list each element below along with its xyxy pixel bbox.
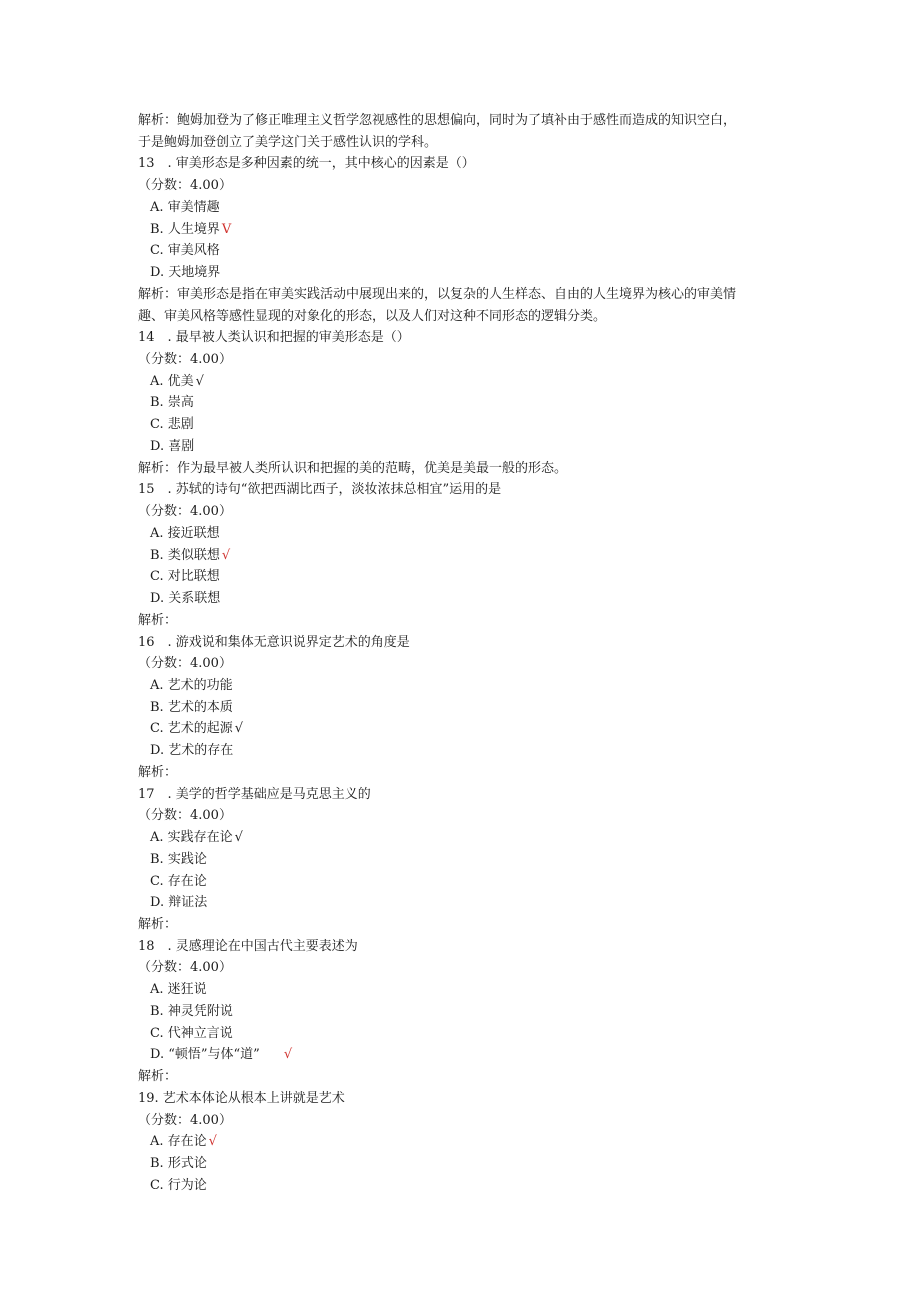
line-text: B. 类似联想	[150, 547, 220, 563]
answer-option	[150, 372, 204, 392]
line-text: A. 实践存在论	[150, 830, 233, 846]
line-text: （分数：4.00）	[138, 178, 232, 194]
question-score	[138, 176, 232, 196]
line-text: 17 . 美学的哲学基础应是马克思主义的	[138, 786, 371, 802]
line-text: 解析：	[138, 764, 178, 780]
line-text: 解析：	[138, 917, 178, 932]
answer-option	[150, 719, 243, 739]
correct-answer-check-icon: V	[221, 221, 232, 237]
line-text: 解析：审美形态是指在审美实践活动中展现出来的，以复杂的人生样态、自由的人生境界为核心的审美情	[138, 286, 737, 302]
line-text: 于是鲍姆加登创立了美学这门关于感性认识的学科。	[138, 134, 438, 150]
line-text: B. 神灵凭附说	[150, 1003, 233, 1019]
line-text: （分数：4.00）	[138, 352, 232, 368]
line-text: C. 对比联想	[150, 569, 220, 585]
explanation-text	[138, 285, 736, 305]
explanation-text	[138, 307, 606, 327]
line-text: C. 存在论	[150, 873, 207, 889]
question-title	[138, 480, 501, 500]
answer-option	[150, 893, 207, 913]
correct-answer-check-icon: √	[283, 1047, 293, 1063]
answer-option	[150, 828, 243, 848]
line-text: B. 人生境界	[150, 221, 220, 237]
explanation-text	[138, 611, 177, 631]
answer-option	[150, 415, 194, 435]
question-title	[138, 154, 475, 174]
question-score	[138, 350, 232, 370]
line-text: B. 实践论	[150, 851, 207, 867]
explanation-text	[138, 459, 567, 479]
question-title	[138, 785, 371, 805]
question-score	[138, 806, 232, 826]
line-text: A. 存在论	[150, 1134, 207, 1150]
line-text: C. 艺术的起源	[150, 721, 233, 737]
correct-answer-check-icon: √	[221, 547, 231, 563]
answer-option	[150, 589, 220, 609]
answer-option	[150, 437, 194, 457]
line-text: C. 行为论	[150, 1177, 207, 1193]
line-text: A. 优美	[150, 373, 194, 389]
explanation-text	[138, 111, 736, 131]
explanation-text	[138, 763, 177, 783]
answer-option	[150, 741, 233, 761]
correct-answer-check-icon: √	[208, 1134, 217, 1150]
line-text: D. 艺术的存在	[150, 743, 234, 759]
line-text: A. 艺术的功能	[150, 677, 233, 693]
correct-answer-check-icon: √	[234, 721, 244, 737]
line-text: （分数：4.00）	[138, 1112, 232, 1128]
question-score	[138, 502, 232, 522]
line-text: D. “顿悟”与体“道”	[150, 1047, 260, 1063]
line-text: D. 天地境界	[150, 265, 221, 281]
line-text: 趣、审美风格等感性显现的对象化的形态，以及人们对这种不同形态的逻辑分类。	[138, 308, 607, 324]
answer-option	[150, 567, 220, 587]
line-text: C. 悲剧	[150, 417, 194, 433]
line-text: C. 代神立言说	[150, 1025, 233, 1041]
line-text: 解析：作为最早被人类所认识和把握的美的范畴，优美是美最一般的形态。	[138, 460, 568, 476]
line-text: （分数：4.00）	[138, 808, 232, 824]
answer-option	[150, 676, 233, 696]
answer-option	[150, 872, 207, 892]
question-score	[138, 958, 232, 978]
line-text: A. 接近联想	[150, 525, 220, 541]
line-text: 19. 艺术本体论从根本上讲就是艺术	[138, 1090, 345, 1106]
line-text: 解析：	[138, 1069, 178, 1085]
line-text: 14 . 最早被人类认识和把握的审美形态是（）	[138, 330, 410, 346]
answer-option	[150, 1002, 233, 1022]
line-text: A. 迷狂说	[150, 982, 207, 998]
line-text: 15 . 苏轼的诗句“欲把西湖比西子，淡妆浓抹总相宜”运用的是	[138, 482, 502, 498]
question-score	[138, 654, 232, 674]
answer-option	[150, 393, 194, 413]
answer-option	[150, 1045, 292, 1065]
explanation-text	[138, 915, 177, 935]
line-text: 13 . 审美形态是多种因素的统一，其中核心的因素是（）	[138, 156, 475, 172]
correct-answer-check-icon: √	[234, 830, 243, 846]
explanation-text	[138, 133, 437, 153]
line-text: D. 喜剧	[150, 438, 195, 454]
answer-option	[150, 198, 220, 218]
answer-option	[150, 1132, 217, 1152]
answer-option	[150, 980, 207, 1000]
answer-option	[150, 263, 220, 283]
explanation-text	[138, 1067, 177, 1087]
answer-option	[150, 1154, 207, 1174]
answer-option	[150, 698, 233, 718]
answer-option	[150, 850, 207, 870]
question-title	[138, 633, 410, 653]
line-text: C. 审美风格	[150, 243, 220, 259]
line-text: （分数：4.00）	[138, 960, 232, 976]
line-text: D. 辩证法	[150, 895, 208, 911]
answer-option	[150, 241, 220, 261]
line-text: 16 . 游戏说和集体无意识说界定艺术的角度是	[138, 634, 410, 650]
line-text: 18 . 灵感理论在中国古代主要表述为	[138, 938, 358, 954]
line-text: B. 崇高	[150, 395, 194, 411]
question-title	[138, 937, 358, 957]
line-text: （分数：4.00）	[138, 504, 232, 520]
question-title	[138, 328, 410, 348]
question-title	[138, 1089, 345, 1109]
answer-option	[150, 524, 220, 544]
line-text: （分数：4.00）	[138, 656, 232, 672]
line-text: 解析：鲍姆加登为了修正唯理主义哲学忽视感性的思想偏向，同时为了填补由于感性而造成的知识空白，	[138, 113, 737, 128]
line-text: D. 关系联想	[150, 591, 221, 607]
answer-option	[150, 546, 230, 566]
answer-option	[150, 220, 231, 240]
correct-answer-check-icon: √	[195, 373, 204, 389]
line-text: A. 审美情趣	[150, 199, 220, 215]
answer-option	[150, 1024, 233, 1044]
line-text: 解析：	[138, 612, 178, 628]
answer-option	[150, 1176, 207, 1196]
line-text: B. 形式论	[150, 1156, 207, 1172]
line-text: B. 艺术的本质	[150, 699, 233, 715]
question-score	[138, 1111, 232, 1131]
